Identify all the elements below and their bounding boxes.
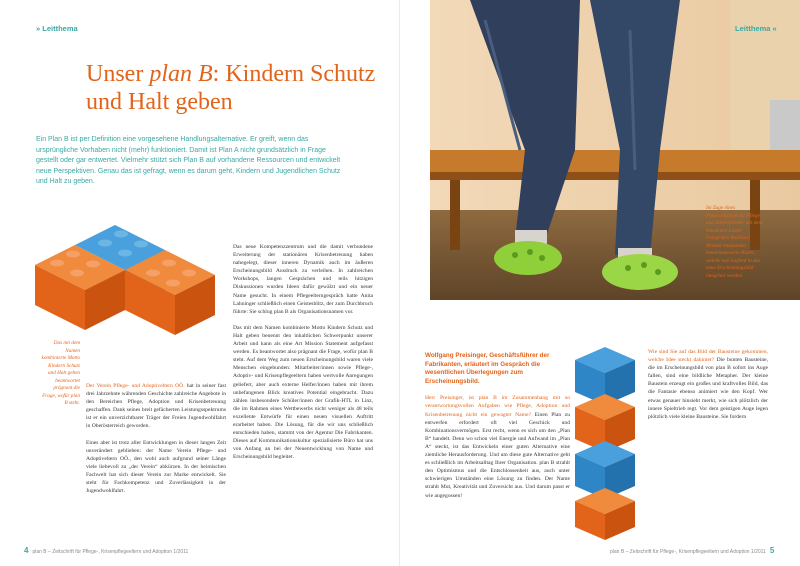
lego-bricks-illustration — [35, 205, 230, 355]
image-caption-left: Das mit dem Namen kombinierte Motto Kindern Schutz und Halt geben beantwortet prägnant die Frage, wofür plan B steht. — [41, 340, 80, 406]
page-number-left: 4 — [24, 546, 29, 555]
folio-left — [20, 546, 188, 555]
col1-paragraph-1 — [86, 382, 226, 431]
page-title — [86, 60, 386, 116]
title-part2: : Kindern Schutz und Halt geben — [86, 61, 376, 115]
section-label-left: » Leitthema — [36, 24, 78, 33]
col1-paragraph-2: Eines aber ist trotz aller Entwicklungen in dieser langen Zeit unverändert geblieben: der Name Verein Pflege- und Adoptiveltern OÖ., den wohl auch aufgrund seiner Länge viele liebevoll zu „der Verein“ abkürzen. In der heimischen Fachwelt hat sich dieser Verein zur Marke entwickelt. Sie steht für Fachkompetenz und Zuverlässigkeit in der Jugendwohlfahrt. — [86, 439, 226, 495]
folio-right — [610, 546, 778, 555]
col2-paragraph-2: Das mit dem Namen kombinierte Motto Kindern Schutz und Halt geben benennt den inhaltlichen Schwerpunkt unserer Arbeit und kann als eine Art Mission Statement aufgefasst werden. Es beantwortet also prägnant die Frage, wofür plan B steht. Auf dem Weg zum neuen Erscheinungsbild waren viele Menschen eingebunden: Mitarbeiter/innen sowie Pflege-, Adoptiv- und Krisenpflegeeltern haben wertvolle Anregungen geliefert, aber auch externe Helfer/innen haben mit ihrem unbefangenen Blick kreatives Potential eingebracht. Dazu zählen insbesondere Schüler/innen der Grafik-HTL in Linz, die im Rahmen eines Wettbewerbs nicht weniger als 48 teils exzellente Entwürfe für einen neuen visuellen Auftritt erarbeitet haben. Die Lösung, für die wir uns schließlich entschieden haben, stammt von der Agentur Die Fabrikanten. Dieses auf Kommunikationskultur spezialisierte Büro hat uns von Anfang an bei der Neuentwicklung von Name und Erscheinungsbild begleitet. — [233, 324, 373, 461]
lead-paragraph: Ein Plan B ist per Definition eine vorgesehene Handlungsalternative. Er greift, wenn das ursprüngliche Vorhaben nicht (mehr) funktioniert. Damit ist Plan A nicht grundsätzlich in Frage gestellt oder gar entwertet. Vielmehr stützt sich Plan B auf vorhandene Ressourcen und entwickelt neue Perspektiven. Genau das ist gefragt, wenn es darum geht, Kindern und Jugendlichen Schutz und Halt zu geben. — [36, 136, 341, 185]
photo-caption: Im Zuge eines Fotoworkshops für Pflege- und Adoptivkinder mit dem bekannten Linzer Fotografen Reinhard Winkler entstanden bemerkenswerte Bilder, welche nun laufend in das neue Erscheinungsbild integriert werden. — [706, 205, 763, 279]
lego-stack-illustration — [570, 345, 640, 540]
col2-paragraph-1: Das neue Kompetenzzentrum und die damit verbundene Erweiterung der stationären Krisenbetreuung haben nahegelegt, dieser inneren Dynamik auch im äußeren Erscheinungsbild Ausdruck zu verleihen. In zahlreichen Workshops, langen Gesprächen und teils hitzigen Diskussionen wurden Ideen dafür gewälzt und ein neuer Name gesucht. In einem Pflegeelterngespräch hatte Anita Lahninger schließlich einen Geistesblitz, der zum Durchbruch führte: Sie schlug plan B als Organisationsnamen vor. — [233, 244, 373, 315]
col1-lead-in: Der Verein Pflege- und Adoptiveltern OÖ. — [86, 383, 185, 389]
text-column-1 — [86, 382, 226, 495]
folio-text-right: plan B – Zeitschrift für Pflege-, Krisenpflegeeltern und Adoption 1/2011 — [610, 549, 766, 555]
title-emphasis: plan B — [149, 61, 213, 87]
section-label-right: Leitthema « — [735, 24, 777, 33]
folio-text-left: plan B – Zeitschrift für Pflege-, Krisenpflegeeltern und Adoption 1/2011 — [32, 549, 189, 555]
interview-column-1 — [425, 352, 570, 500]
interview-question-1: Herr Preisinger, ist plan B im Zusammenhang mit so verantwortungsvollen Aufgaben wie Pflege, Adoption und Krisenbetreuung nicht ein gewagter Name? — [425, 395, 570, 418]
article-subhead: Wolfgang Preisinger, Geschäftsführer der Fabrikanten, erläutert im Gespräch die wesentlichen Überlegungen zum Erscheinungsbild. — [425, 352, 550, 385]
text-column-2 — [233, 243, 373, 461]
interview-question-2: Wie sind Sie auf das Bild der Bausteine gekommen, welche Idee steckt dahinter? — [648, 349, 768, 364]
interview-answer-2-text: Die bunten Bausteine, die im Erscheinungsbild von plan B sofort ins Auge fallen, sind eine bildliche Metapher. Der kleine Baustein erzeugt ein großes und kraftvolles Bild, das die Fantasie ebenso animiert wie den Kopf. Wer etwas genauer hinsieht merkt, wie sich plötzlich der innere Spieltrieb regt. Vor dem geistigen Auge legen plötzlich viele kleine Bausteine. Sie fordern — [648, 357, 768, 420]
page-number-right: 5 — [769, 546, 775, 555]
interview-answer-2 — [648, 348, 768, 421]
col1-p1-text: hat in seiner fast drei Jahrzehnte währenden Geschichte zahlreiche Angebote in den Bereichen Pflege, Adoption und Krisenbetreuung geschaffen. Dank seines breit gefächerten Leistungsspektrums ist er ein unverzichtbarer Träger der Freien Jugendwohlfahrt in Oberösterreich geworden. — [86, 383, 227, 430]
interview-column-2 — [648, 348, 768, 421]
interview-answer-1-text: Einen Plan zu entwerfen erfordert oft viel Geschick und Kombinationsvermögen. Erst recht, wenn es sich um den „Plan B“ handelt. Denn wo schon viel Energie und Aufwand im „Plan A“ steckt, ist das Entwickeln einer guten Alternative eine ziemliche Herausforderung. Und um diese gute Alternative geht es schließlich im Arbeitsalltag Ihrer Organisation. plan B strahlt den Optimismus und die Entschlossenheit aus, auch unter schwierigen Umständen eine Lösung zu finden. Der Name strahlt Mut, Kreativität und Zuversicht aus. Und darum passt er wie angegossen! — [425, 411, 571, 499]
interview-answer-1 — [425, 394, 570, 499]
title-part1: Unser — [86, 61, 150, 87]
